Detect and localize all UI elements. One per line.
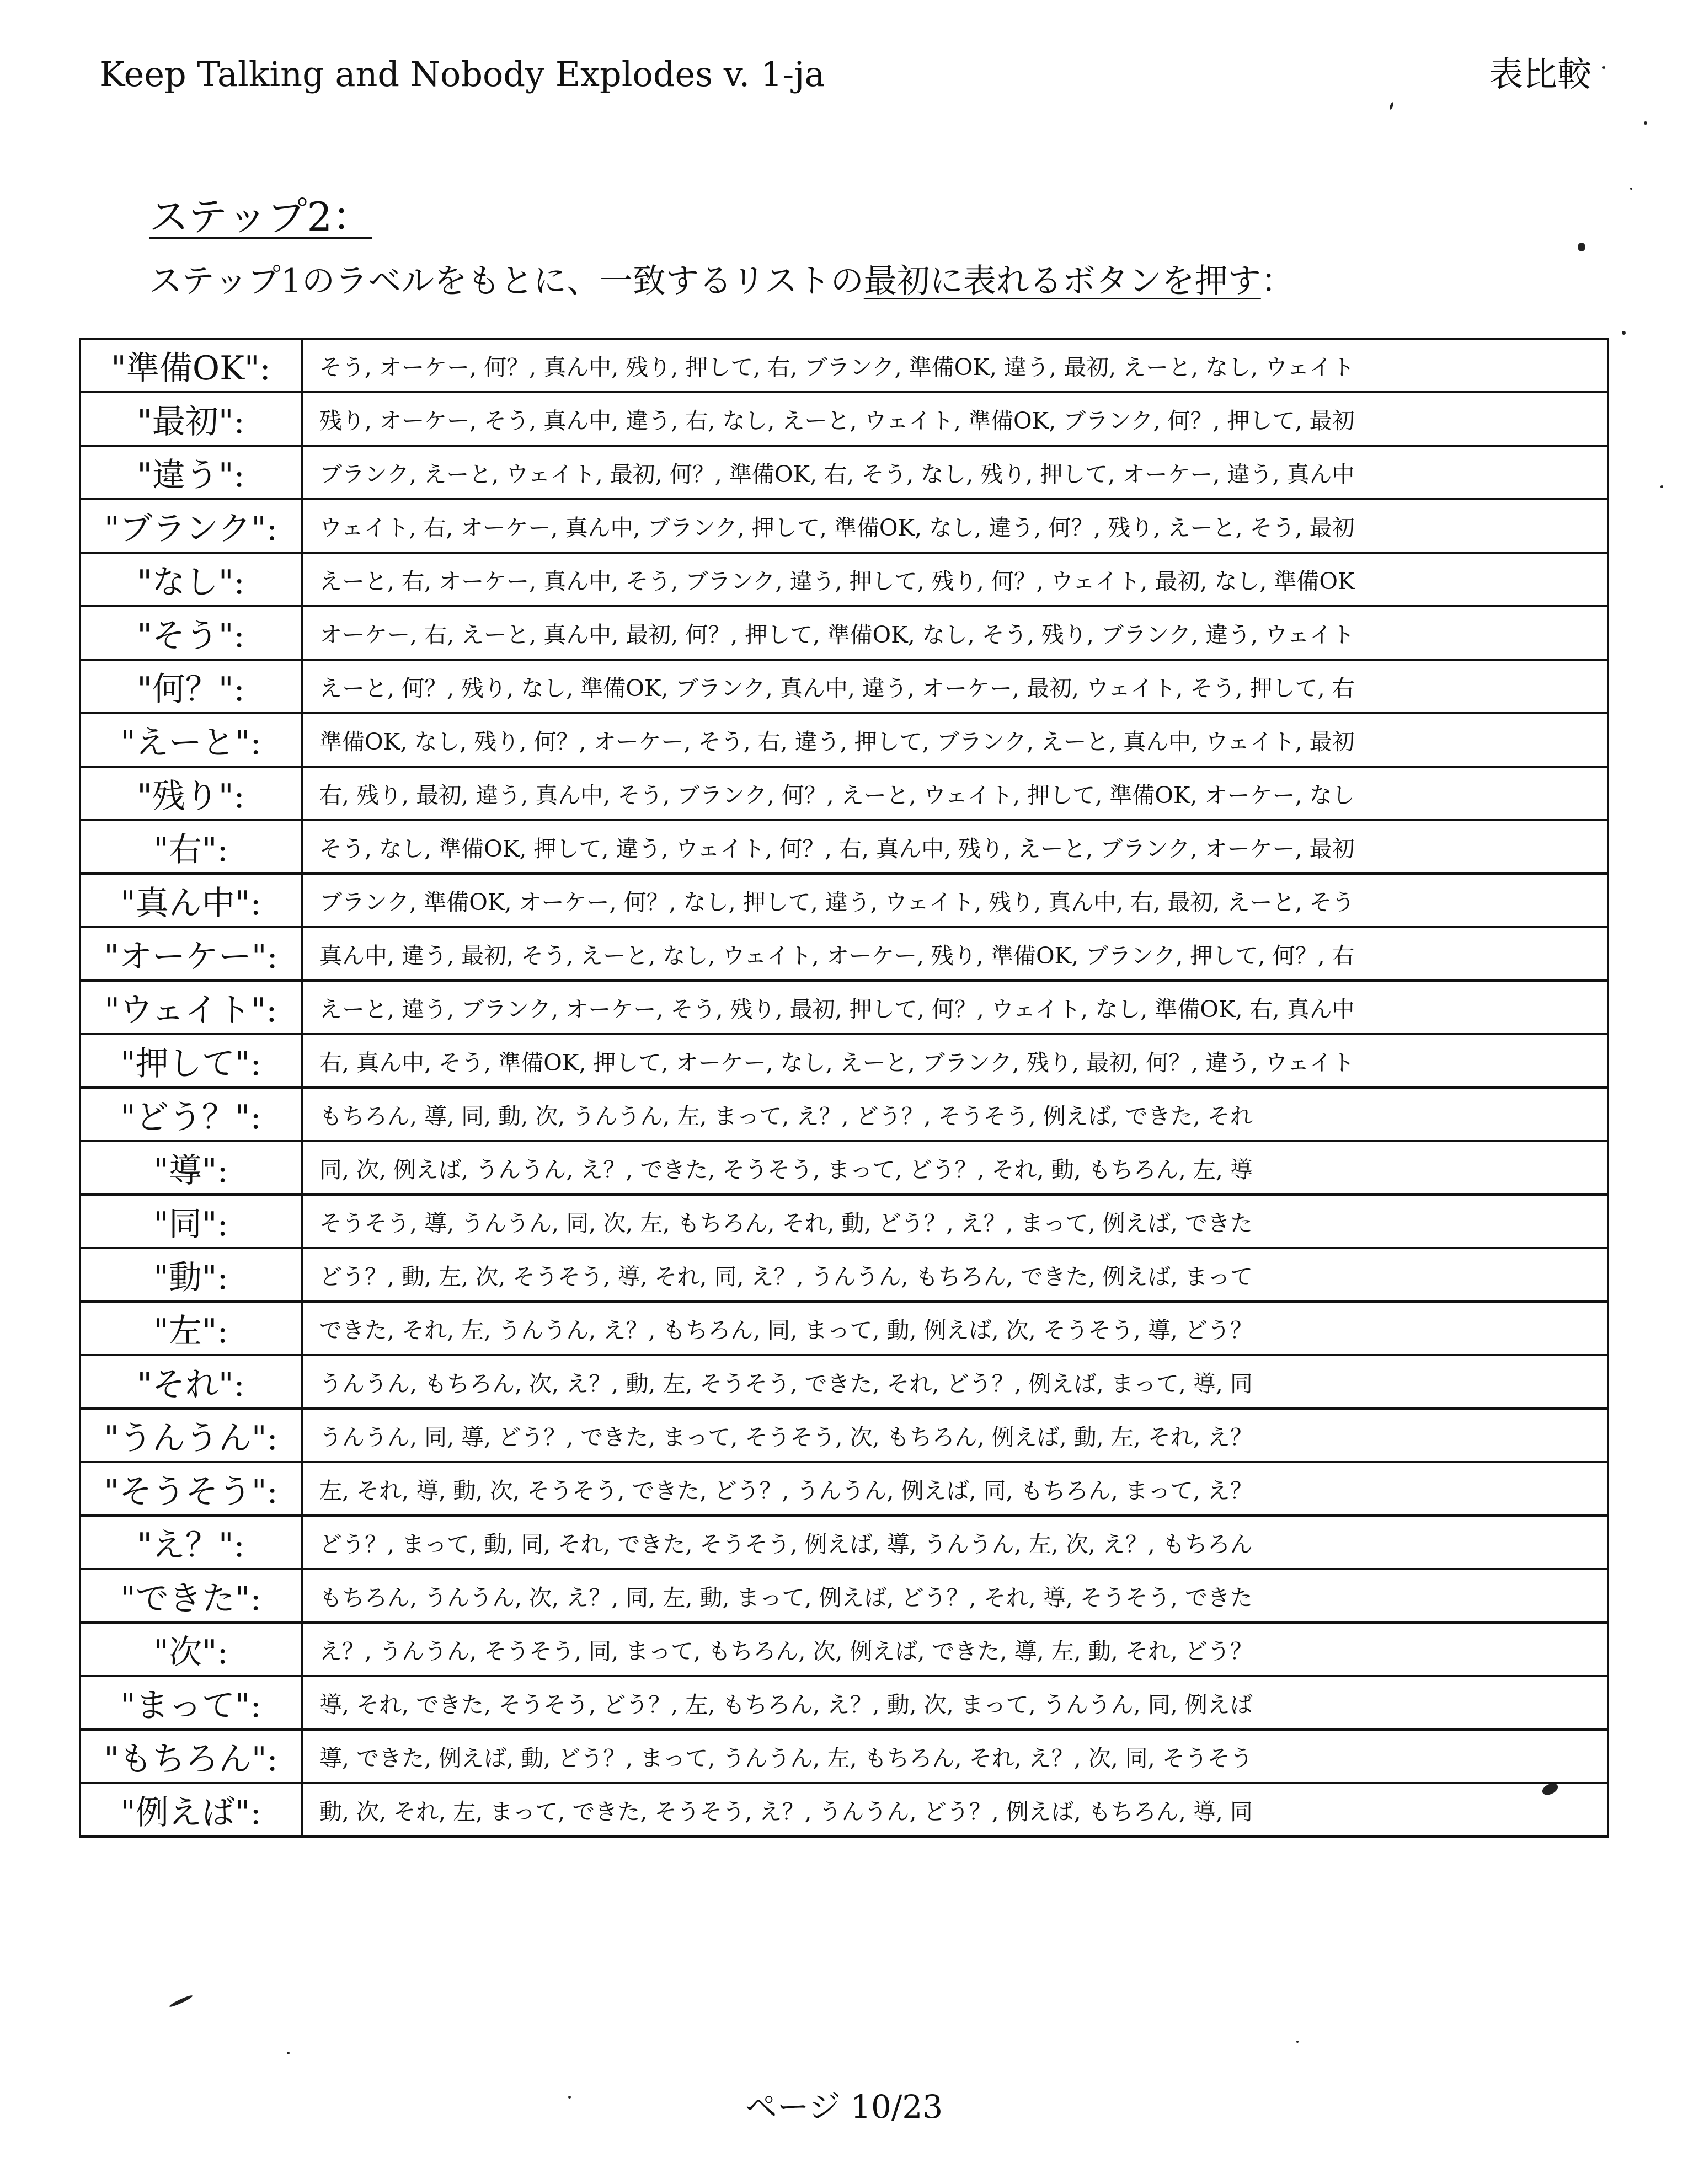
instruction-colon: ： xyxy=(1260,262,1294,301)
print-speck xyxy=(1389,102,1394,110)
table-row xyxy=(80,981,1608,1034)
row-label: "右": xyxy=(80,820,302,874)
table-row xyxy=(80,1516,1608,1569)
page-number: ページ 10/23 xyxy=(745,2088,943,2126)
row-word-list: 右, 真ん中, そう, 準備OK, 押して, オーケー, なし, えーと, ブランク, 残り, 最初, 何？, 違う, ウェイト xyxy=(302,1034,1608,1088)
row-label: "オーケー": xyxy=(80,927,302,981)
row-label: "うんうん": xyxy=(80,1409,302,1462)
table-row xyxy=(80,1676,1608,1730)
print-speck xyxy=(1660,485,1663,488)
row-word-list: どう？, まって, 動, 同, それ, できた, そうそう, 例えば, 導, うんうん, 左, 次, え？, もちろん xyxy=(302,1516,1608,1569)
row-label: "え？": xyxy=(80,1516,302,1569)
step-instruction xyxy=(149,256,1294,306)
print-speck xyxy=(169,1994,194,2009)
row-label: "導": xyxy=(80,1141,302,1195)
print-speck xyxy=(287,2052,290,2054)
table-row xyxy=(80,820,1608,874)
instruction-emphasis: 最初に表れるボタンを押す xyxy=(863,262,1261,301)
row-word-list: 真ん中, 違う, 最初, そう, えーと, なし, ウェイト, オーケー, 残り, 準備OK, ブランク, 押して, 何？, 右 xyxy=(302,927,1608,981)
manual-title: Keep Talking and Nobody Explodes v. 1-ja xyxy=(99,54,825,94)
row-label: "そう": xyxy=(80,606,302,660)
row-word-list: できた, それ, 左, うんうん, え？, もちろん, 同, まって, 動, 例えば, 次, そうそう, 導, どう？ xyxy=(302,1302,1608,1355)
row-label: "次": xyxy=(80,1623,302,1676)
table-row xyxy=(80,1462,1608,1516)
row-word-list: え？, うんうん, そうそう, 同, まって, もちろん, 次, 例えば, できた, 導, 左, 動, それ, どう？ xyxy=(302,1623,1608,1676)
row-label: "ウェイト": xyxy=(80,981,302,1034)
step-title: ステップ2： xyxy=(149,194,372,240)
table-row xyxy=(80,553,1608,606)
instruction-text: ステップ1のラベルをもとに、一致するリストの xyxy=(149,262,864,301)
table-row xyxy=(80,446,1608,499)
row-word-list: もちろん, うんうん, 次, え？, 同, 左, 動, まって, 例えば, どう？, それ, 導, そうそう, できた xyxy=(302,1569,1608,1623)
row-word-list: 導, できた, 例えば, 動, どう？, まって, うんうん, 左, もちろん, それ, え？, 次, 同, そうそう xyxy=(302,1730,1608,1783)
row-word-list: うんうん, 同, 導, どう？, できた, まって, そうそう, 次, もちろん, 例えば, 動, 左, それ, え？ xyxy=(302,1409,1608,1462)
row-label: "違う": xyxy=(80,446,302,499)
row-word-list: どう？, 動, 左, 次, そうそう, 導, それ, 同, え？, うんうん, もちろん, できた, 例えば, まって xyxy=(302,1248,1608,1302)
row-word-list: もちろん, 導, 同, 動, 次, うんうん, 左, まって, え？, どう？, そうそう, 例えば, できた, それ xyxy=(302,1088,1608,1141)
table-row xyxy=(80,1034,1608,1088)
row-label: "何？": xyxy=(80,660,302,713)
table-row xyxy=(80,1195,1608,1248)
row-label: "そうそう": xyxy=(80,1462,302,1516)
row-word-list: オーケー, 右, えーと, 真ん中, 最初, 何？, 押して, 準備OK, なし, そう, 残り, ブランク, 違う, ウェイト xyxy=(302,606,1608,660)
table-row xyxy=(80,392,1608,446)
table-row xyxy=(80,874,1608,927)
print-speck xyxy=(1578,243,1585,251)
row-label: "なし": xyxy=(80,553,302,606)
row-word-list: 右, 残り, 最初, 違う, 真ん中, そう, ブランク, 何？, えーと, ウェイト, 押して, 準備OK, オーケー, なし xyxy=(302,767,1608,820)
row-label: "左": xyxy=(80,1302,302,1355)
table-row xyxy=(80,1783,1608,1837)
row-label: "それ": xyxy=(80,1355,302,1409)
row-label: "準備OK": xyxy=(80,339,302,392)
row-word-list: うんうん, もちろん, 次, え？, 動, 左, そうそう, できた, それ, どう？, 例えば, まって, 導, 同 xyxy=(302,1355,1608,1409)
print-speck xyxy=(1296,2041,1299,2043)
row-word-list: 導, それ, できた, そうそう, どう？, 左, もちろん, え？, 動, 次, まって, うんうん, 同, 例えば xyxy=(302,1676,1608,1730)
row-word-list: そうそう, 導, うんうん, 同, 次, 左, もちろん, それ, 動, どう？, え？, まって, 例えば, できた xyxy=(302,1195,1608,1248)
row-label: "もちろん": xyxy=(80,1730,302,1783)
row-word-list: 準備OK, なし, 残り, 何？, オーケー, そう, 右, 違う, 押して, ブランク, えーと, 真ん中, ウェイト, 最初 xyxy=(302,713,1608,767)
row-label: "どう？": xyxy=(80,1088,302,1141)
row-word-list: そう, なし, 準備OK, 押して, 違う, ウェイト, 何？, 右, 真ん中, 残り, えーと, ブランク, オーケー, 最初 xyxy=(302,820,1608,874)
row-word-list: ブランク, えーと, ウェイト, 最初, 何？, 準備OK, 右, そう, なし, 残り, 押して, オーケー, 違う, 真ん中 xyxy=(302,446,1608,499)
row-word-list: 残り, オーケー, そう, 真ん中, 違う, 右, なし, えーと, ウェイト, 準備OK, ブランク, 何？, 押して, 最初 xyxy=(302,392,1608,446)
table-row xyxy=(80,1248,1608,1302)
table-row xyxy=(80,606,1608,660)
lookup-table-body xyxy=(80,339,1608,1837)
table-row xyxy=(80,1088,1608,1141)
word-lookup-table xyxy=(79,338,1609,1838)
print-speck xyxy=(1644,121,1647,125)
row-label: "例えば": xyxy=(80,1783,302,1837)
row-label: "まって": xyxy=(80,1676,302,1730)
row-word-list: ブランク, 準備OK, オーケー, 何？, なし, 押して, 違う, ウェイト, 残り, 真ん中, 右, 最初, えーと, そう xyxy=(302,874,1608,927)
table-row xyxy=(80,1730,1608,1783)
row-label: "残り": xyxy=(80,767,302,820)
row-word-list: そう, オーケー, 何？, 真ん中, 残り, 押して, 右, ブランク, 準備OK, 違う, 最初, えーと, なし, ウェイト xyxy=(302,339,1608,392)
row-label: "最初": xyxy=(80,392,302,446)
table-row xyxy=(80,1623,1608,1676)
row-word-list: 左, それ, 導, 動, 次, そうそう, できた, どう？, うんうん, 例えば, 同, もちろん, まって, え？ xyxy=(302,1462,1608,1516)
table-row xyxy=(80,713,1608,767)
table-row xyxy=(80,1141,1608,1195)
row-word-list: 同, 次, 例えば, うんうん, え？, できた, そうそう, まって, どう？, それ, 動, もちろん, 左, 導 xyxy=(302,1141,1608,1195)
row-label: "ブランク": xyxy=(80,499,302,553)
row-label: "できた": xyxy=(80,1569,302,1623)
table-row xyxy=(80,1355,1608,1409)
table-row xyxy=(80,767,1608,820)
row-word-list: えーと, 何？, 残り, なし, 準備OK, ブランク, 真ん中, 違う, オーケー, 最初, ウェイト, そう, 押して, 右 xyxy=(302,660,1608,713)
table-row xyxy=(80,499,1608,553)
row-label: "押して": xyxy=(80,1034,302,1088)
table-row xyxy=(80,339,1608,392)
row-word-list: えーと, 違う, ブランク, オーケー, そう, 残り, 最初, 押して, 何？, ウェイト, なし, 準備OK, 右, 真ん中 xyxy=(302,981,1608,1034)
table-row xyxy=(80,660,1608,713)
row-word-list: ウェイト, 右, オーケー, 真ん中, ブランク, 押して, 準備OK, なし, 違う, 何？, 残り, えーと, そう, 最初 xyxy=(302,499,1608,553)
row-label: "同": xyxy=(80,1195,302,1248)
print-speck xyxy=(1630,188,1632,190)
row-label: "動": xyxy=(80,1248,302,1302)
row-label: "えーと": xyxy=(80,713,302,767)
table-row xyxy=(80,1302,1608,1355)
row-word-list: 動, 次, それ, 左, まって, できた, そうそう, え？, うんうん, どう？, 例えば, もちろん, 導, 同 xyxy=(302,1783,1608,1837)
print-speck xyxy=(1602,66,1605,69)
section-label: 表比較 xyxy=(1488,54,1591,94)
table-row xyxy=(80,1569,1608,1623)
table-row xyxy=(80,1409,1608,1462)
row-word-list: えーと, 右, オーケー, 真ん中, そう, ブランク, 違う, 押して, 残り, 何？, ウェイト, 最初, なし, 準備OK xyxy=(302,553,1608,606)
table-row xyxy=(80,927,1608,981)
row-label: "真ん中": xyxy=(80,874,302,927)
print-speck xyxy=(1622,331,1626,335)
